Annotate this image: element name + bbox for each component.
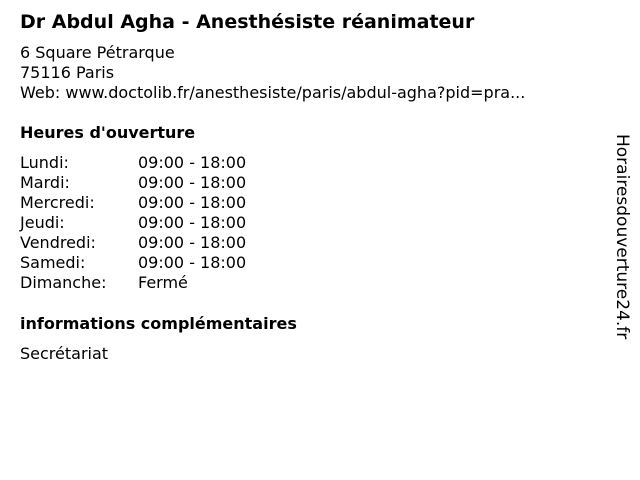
info-heading: informations complémentaires	[20, 314, 297, 333]
hours-row-saturday	[20, 253, 246, 273]
day-hours: 09:00 - 18:00	[138, 193, 247, 212]
website-link[interactable]: Web: www.doctolib.fr/anesthesiste/paris/abdul-agha?pid=pra...	[20, 83, 526, 102]
day-hours: 09:00 - 18:00	[138, 233, 247, 252]
day-label: Mardi:	[20, 173, 70, 192]
hours-row-tuesday	[20, 173, 246, 193]
day-label: Lundi:	[20, 153, 69, 172]
day-label: Vendredi:	[20, 233, 96, 252]
day-hours: 09:00 - 18:00	[138, 153, 247, 172]
opening-hours-list	[20, 153, 246, 293]
day-hours: 09:00 - 18:00	[138, 173, 247, 192]
address-block	[20, 43, 525, 103]
day-hours: 09:00 - 18:00	[138, 213, 247, 232]
hours-heading: Heures d'ouverture	[20, 123, 196, 142]
day-label: Jeudi:	[20, 213, 65, 232]
page-title: Dr Abdul Agha - Anesthésiste réanimateur	[20, 11, 475, 33]
hours-row-sunday	[20, 273, 246, 293]
day-hours: 09:00 - 18:00	[138, 253, 247, 272]
hours-row-friday	[20, 233, 246, 253]
address-city: 75116 Paris	[20, 63, 115, 82]
hours-row-monday	[20, 153, 246, 173]
site-watermark: Horairesdouverture24.fr	[612, 134, 632, 340]
hours-row-thursday	[20, 213, 246, 233]
info-text: Secrétariat	[20, 344, 109, 363]
hours-row-wednesday	[20, 193, 246, 213]
address-street: 6 Square Pétrarque	[20, 43, 175, 62]
day-label: Dimanche:	[20, 273, 107, 292]
day-label: Mercredi:	[20, 193, 95, 212]
day-hours: Fermé	[138, 273, 188, 292]
day-label: Samedi:	[20, 253, 86, 272]
